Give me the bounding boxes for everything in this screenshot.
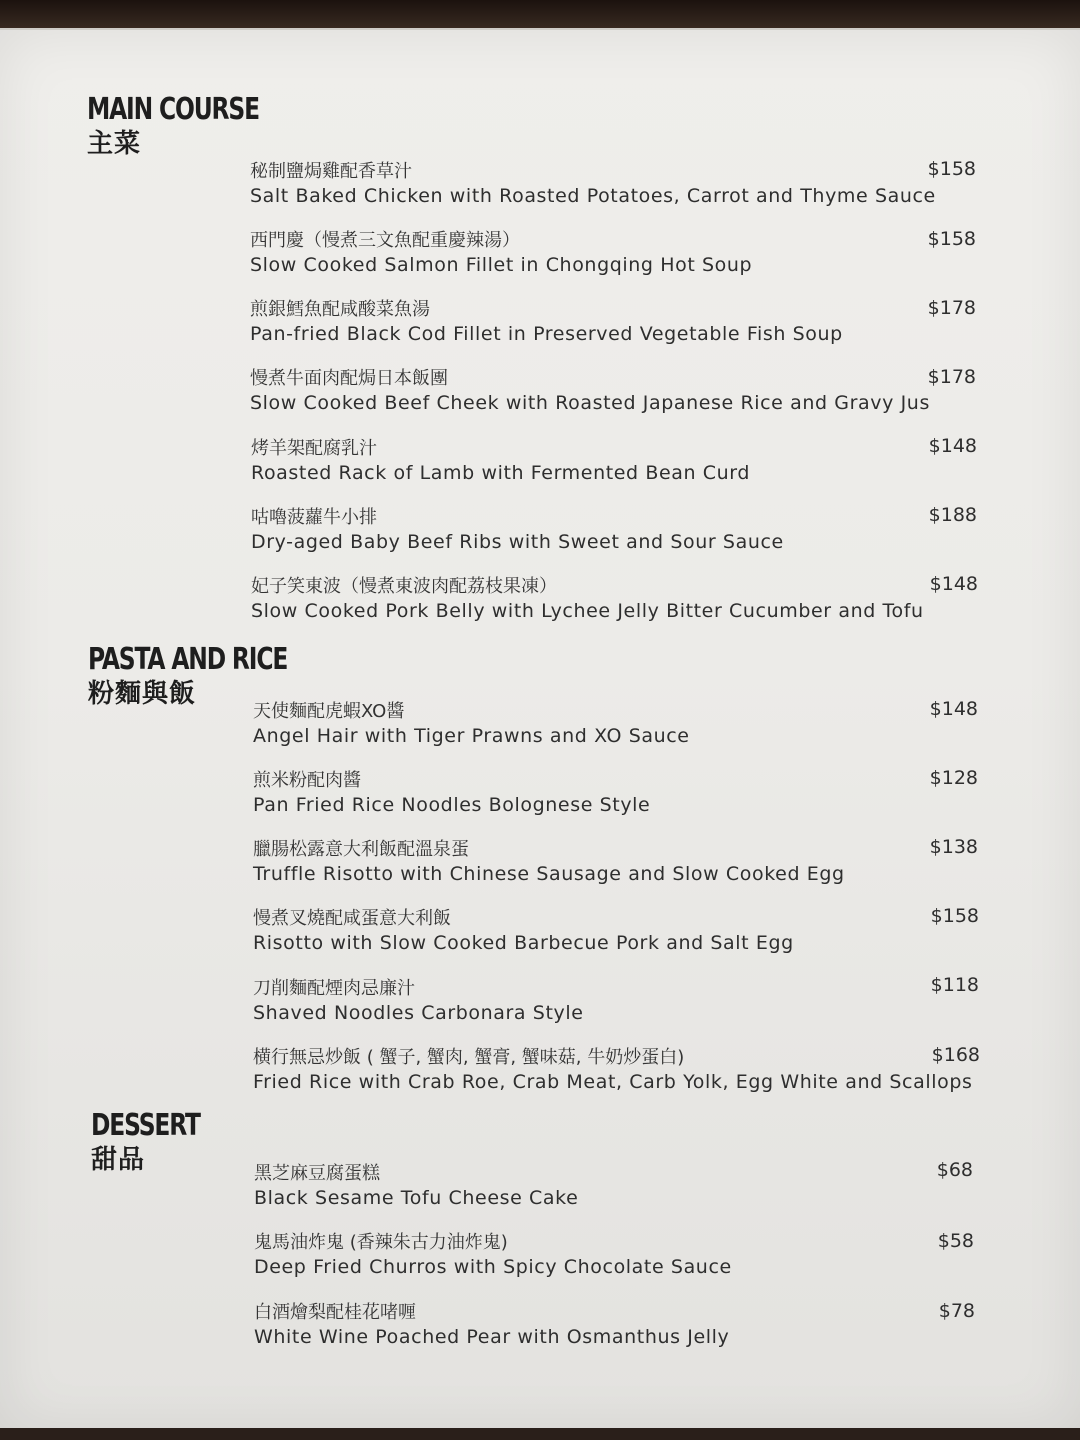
item-name-zh: 天使麵配虎蝦XO醬: [253, 701, 405, 722]
item-name-en: Slow Cooked Salmon Fillet in Chongqing Hot Soup: [250, 254, 753, 276]
item-name-en: Dry-aged Baby Beef Ribs with Sweet and Sour Sauce: [251, 531, 784, 553]
item-name-zh: 刀削麵配煙肉忌廉汁: [253, 978, 415, 999]
item-name-en: Black Sesame Tofu Cheese Cake: [254, 1187, 579, 1209]
item-name-zh: 慢煮牛面肉配焗日本飯團: [250, 368, 448, 389]
item-price: $158: [930, 905, 979, 927]
item-name-en: Truffle Risotto with Chinese Sausage and Slow Cooked Egg: [253, 863, 845, 885]
section-title-main-course: [87, 92, 307, 159]
item-price: $168: [931, 1044, 980, 1066]
item-name-en: Roasted Rack of Lamb with Fermented Bean Curd: [251, 462, 751, 484]
item-name-zh: 煎米粉配肉醬: [253, 770, 361, 791]
item-name-zh: 横行無忌炒飯 ( 蟹子, 蟹肉, 蟹膏, 蟹味菇, 牛奶炒蛋白): [253, 1047, 685, 1068]
item-name-zh: 慢煮叉燒配咸蛋意大利飯: [253, 908, 451, 929]
item-name-zh: 咕嚕菠蘿牛小排: [251, 507, 377, 528]
item-price: $138: [929, 836, 978, 858]
menu-item: [253, 838, 1003, 886]
section-title-zh: 主菜: [87, 129, 142, 159]
item-name-en: Pan-fried Black Cod Fillet in Preserved Vegetable Fish Soup: [250, 323, 843, 345]
item-price: $148: [929, 698, 978, 720]
item-price: $58: [937, 1230, 974, 1252]
section-title-pasta-rice: [88, 642, 343, 709]
photo-bottom-edge: [0, 1428, 1080, 1440]
menu-item: [253, 700, 1003, 748]
item-name-en: Fried Rice with Crab Roe, Crab Meat, Carb Yolk, Egg White and Scallops: [253, 1071, 973, 1093]
menu-item: [251, 437, 1001, 485]
item-name-zh: 妃子笑東波（慢煮東波肉配荔枝果凍）: [251, 576, 557, 597]
item-price: $158: [927, 158, 976, 180]
item-name-zh: 秘制鹽焗雞配香草汁: [250, 161, 412, 182]
item-name-zh: 烤羊架配腐乳汁: [251, 438, 377, 459]
menu-item: [254, 1231, 1004, 1279]
section-title-zh: 甜品: [91, 1145, 146, 1175]
item-price: $148: [929, 573, 978, 595]
item-price: $78: [938, 1300, 975, 1322]
item-name-zh: 煎銀鱈魚配咸酸菜魚湯: [250, 299, 430, 320]
item-name-zh: 鬼馬油炸鬼 (香辣朱古力油炸鬼): [254, 1232, 508, 1253]
section-title-dessert: [91, 1108, 230, 1175]
item-price: $178: [927, 297, 976, 319]
item-name-zh: 臘腸松露意大利飯配溫泉蛋: [253, 839, 469, 860]
section-title-en: MAIN COURSE: [87, 92, 259, 127]
menu-item: [253, 977, 1003, 1025]
menu-item: [251, 575, 1001, 623]
menu-item: [250, 229, 1000, 277]
item-name-en: Shaved Noodles Carbonara Style: [253, 1002, 584, 1024]
menu-item: [253, 907, 1003, 955]
item-name-en: Slow Cooked Beef Cheek with Roasted Japanese Rice and Gravy Jus: [250, 392, 930, 414]
menu-item: [251, 506, 1001, 554]
item-name-zh: 西門慶（慢煮三文魚配重慶辣湯）: [250, 230, 520, 251]
item-price: $158: [927, 228, 976, 250]
menu-item: [254, 1162, 1004, 1210]
item-name-en: Salt Baked Chicken with Roasted Potatoes, Carrot and Thyme Sauce: [250, 185, 936, 207]
photo-top-edge: [0, 0, 1080, 30]
item-name-en: White Wine Poached Pear with Osmanthus Jelly: [254, 1326, 730, 1348]
item-price: $148: [928, 435, 977, 457]
menu-item: [250, 298, 1000, 346]
item-price: $178: [927, 366, 976, 388]
item-name-zh: 黑芝麻豆腐蛋糕: [254, 1163, 380, 1184]
item-price: $118: [930, 974, 979, 996]
item-price: $188: [928, 504, 977, 526]
section-title-en: DESSERT: [91, 1108, 200, 1143]
menu-item: [253, 1046, 1003, 1094]
item-name-en: Slow Cooked Pork Belly with Lychee Jelly Bitter Cucumber and Tofu: [251, 600, 924, 622]
item-name-zh: 白酒燴梨配桂花啫喱: [254, 1302, 416, 1323]
item-price: $128: [929, 767, 978, 789]
item-price: $68: [936, 1159, 973, 1181]
item-name-en: Deep Fried Churros with Spicy Chocolate Sauce: [254, 1256, 732, 1278]
item-name-en: Pan Fried Rice Noodles Bolognese Style: [253, 794, 651, 816]
section-title-zh: 粉麵與飯: [88, 679, 197, 709]
menu-item: [250, 160, 1000, 208]
menu-item: [254, 1301, 1004, 1349]
item-name-en: Risotto with Slow Cooked Barbecue Pork and Salt Egg: [253, 932, 794, 954]
item-name-en: Angel Hair with Tiger Prawns and XO Sauce: [253, 725, 690, 747]
menu-item: [253, 769, 1003, 817]
menu-item: [250, 367, 1000, 415]
section-title-en: PASTA AND RICE: [88, 642, 288, 677]
